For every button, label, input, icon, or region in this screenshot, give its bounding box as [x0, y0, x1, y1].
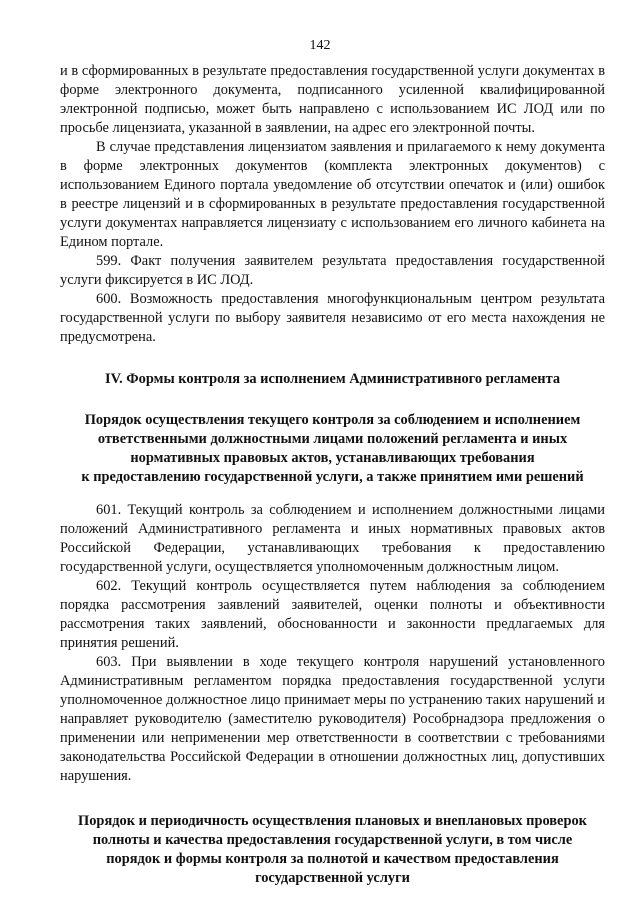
subsection-title-line: нормативных правовых актов, устанавливающих требования [130, 450, 535, 466]
paragraph-continuation: и в сформированных в результате предоставления государственной услуги документах в форме электронного документа, подписанного усиленной квалифицированной электронной подписью, может быть направлено с использованием ИС ЛОД или по просьбе лицензиата, указанной в заявлении, на адрес его электронной почты. [60, 63, 605, 136]
document-body [60, 62, 605, 888]
subsection-title-line: порядок и формы контроля за полнотой и качеством предоставления [106, 851, 559, 867]
paragraph-602: 602. Текущий контроль осуществляется путем наблюдения за соблюдением порядка рассмотрения заявлений заявителей, оценки полноты и объективности рассмотрения таких заявлений, обоснованности и законности предлагаемых для принятия решений. [60, 578, 605, 651]
section-title: IV. Формы контроля за исполнением Административного регламента [104, 371, 561, 387]
subsection-title-line: к предоставлению государственной услуги, а также принятием ими решений [81, 469, 584, 485]
subsection-title-line: Порядок и периодичность осуществления плановых и внеплановых проверок [78, 813, 587, 829]
subsection-current-control-title [60, 411, 605, 487]
subsection-inspections-title [60, 812, 605, 888]
subsection-title-line: Порядок осуществления текущего контроля за соблюдением и исполнением [84, 412, 581, 428]
paragraph-600: 600. Возможность предоставления многофункциональным центром результата государственной услуги по выбору заявителя независимо от его места нахождения не предусмотрена. [60, 291, 605, 345]
subsection-title-line: ответственными должностными лицами положений регламента и иных [97, 431, 568, 447]
paragraph-599: 599. Факт получения заявителем результата предоставления государственной услуги фиксируется в ИС ЛОД. [60, 253, 605, 288]
paragraph-603: 603. При выявлении в ходе текущего контроля нарушений установленного Административным регламентом порядка предоставления государственной услуги уполномоченное должностное лицо принимает меры по устранению таких нарушений и направляет руководителю (заместителю руководителя) Рособрнадзора предложения о применении или неприменении мер ответственности в соответствии с требованиями законодательства Российской Федерации в отношении должностных лиц, допустивших нарушения. [60, 654, 605, 784]
paragraph-electronic-notice: В случае представления лицензиатом заявления и прилагаемого к нему документа в форме электронных документов (комплекта электронных документов) с использованием Единого портала уведомление об отсутствии опечаток и (или) ошибок в реестре лицензий и в сформированных в результате предоставления государственной услуги документах направляется лицензиату с использованием его личного кабинета на Едином портале. [60, 139, 605, 250]
subsection-title-line: полноты и качества предоставления государственной услуги, в том числе [92, 832, 573, 848]
page-number: 142 [309, 38, 331, 53]
subsection-title-line: государственной услуги [255, 870, 410, 886]
paragraph-601: 601. Текущий контроль за соблюдением и исполнением должностными лицами положений Административного регламента и иных нормативных правовых актов Российской Федерации, устанавливающих требования к предоставлению государственной услуги, осуществляется уполномоченным должностным лицом. [60, 502, 605, 575]
